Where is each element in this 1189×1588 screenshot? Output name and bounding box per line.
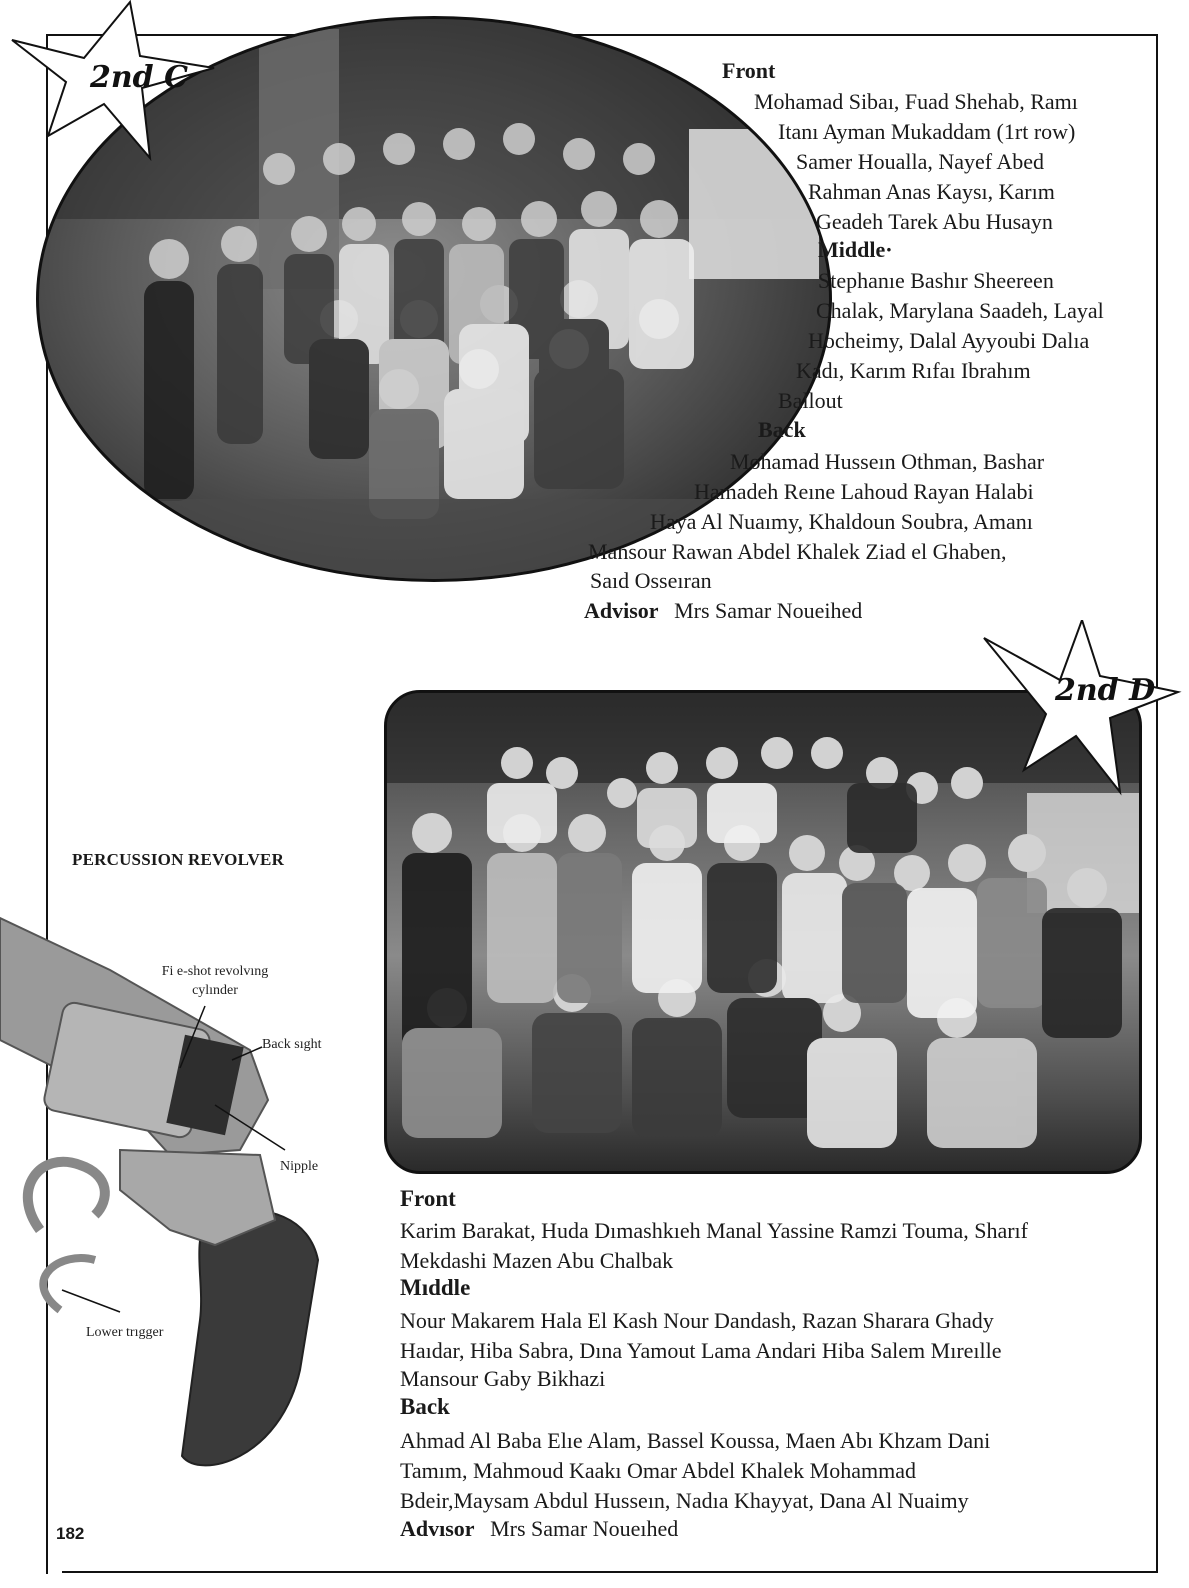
class-2c-roster-line: Saıd Osseıran [590,568,712,593]
class-2c-roster-line: Itanı Ayman Mukaddam (1rt row) [778,119,1076,144]
revolver-callout-nipple: Nipple [280,1159,319,1174]
class-2c-roster-line: Mohamad Sibaı, Fuad Shehab, Ramı [754,89,1078,114]
class-2d-back-heading: Back [400,1394,450,1419]
class-2d-roster-line: Tamım, Mahmoud Kaakı Omar Abdel Khalek Mohammad [400,1458,916,1483]
class-2c-front-heading: Front [722,58,776,83]
class-2d-front-heading: Front [400,1186,456,1211]
class-2d-roster-line: Haıdar, Hiba Sabra, Dına Yamout Lama Andari Hiba Salem Mıreılle [400,1338,1002,1363]
revolver-callout-back-sight: Back sıght [262,1037,322,1052]
class-2c-roster-line: Haya Al Nuaımy, Khaldoun Soubra, Amanı [650,509,1033,534]
class-2d-star-badge [982,620,1182,800]
class-2d-roster-line: Karim Barakat, Huda Dımashkıeh Manal Yassine Ramzi Touma, Sharıf [400,1218,1028,1243]
class-2c-advisor-name: Mrs Samar Noueihed [674,598,863,623]
class-2d-advisor [400,1516,678,1542]
class-2d-advisor-label: Advısor [400,1516,475,1541]
class-2c-roster-line: Hamadeh Reıne Lahoud Rayan Halabi [694,479,1034,504]
revolver-callout-lower-trigger: Lower trıgger [86,1325,164,1340]
class-2c-middle-heading: Middle· [818,237,893,262]
class-2d-roster-line: Mansour Gaby Bikhazi [400,1366,606,1391]
class-2d-label: 2nd D [1055,673,1156,708]
class-2c-roster-line: Stephanıe Bashır Sheereen [818,268,1054,293]
class-2d-roster-line: Nour Makarem Hala El Kash Nour Dandash, Razan Sharara Ghady [400,1308,994,1333]
revolver-callout-cylinder: Fi e-shot revolvıng cylınder [161,964,269,998]
class-2c-roster-line: Mohamad Husseın Othman, Bashar [730,449,1045,474]
page-frame-bottom [62,1571,1158,1573]
class-2c-roster-line: Mansour Rawan Abdel Khalek Ziad el Ghaben, [588,539,1007,564]
class-2d-roster-line: Ahmad Al Baba Elıe Alam, Bassel Koussa, Maen Abı Khzam Dani [400,1428,991,1453]
class-2c-roster-line: Ballout [778,388,843,413]
page-number: 182 [56,1524,85,1543]
class-2c-advisor-label: Advisor [584,598,659,623]
class-2c-roster-line: Rahman Anas Kaysı, Karım [808,179,1055,204]
class-2c-roster-line: Samer Houalla, Nayef Abed [796,149,1045,174]
class-2d-middle-heading: Mıddle [400,1275,471,1300]
class-2c-advisor [584,596,862,626]
class-2c-roster-line: Kadı, Karım Rıfaı Ibrahım [796,358,1031,383]
class-2c-roster-line: Chalak, Marylana Saadeh, Layal [816,298,1104,323]
class-2c-roster-line: Hocheimy, Dalal Ayyoubi Dalıa [808,328,1090,353]
class-2d-roster-line: Bdeir,Maysam Abdul Husseın, Nadıa Khayyat, Dana Al Nuaimy [400,1488,969,1513]
class-2c-roster-line: Geadeh Tarek Abu Husayn [816,209,1053,234]
class-2d-roster-line: Mekdashi Mazen Abu Chalbak [400,1248,674,1273]
class-2d-advisor-name: Mrs Samar Noueıhed [490,1516,679,1541]
class-2c-label: 2nd C [90,60,188,95]
class-2c-back-heading: Back [758,417,806,442]
class-2c-roster [0,56,1160,626]
revolver-title: PERCUSSION REVOLVER [72,850,285,869]
